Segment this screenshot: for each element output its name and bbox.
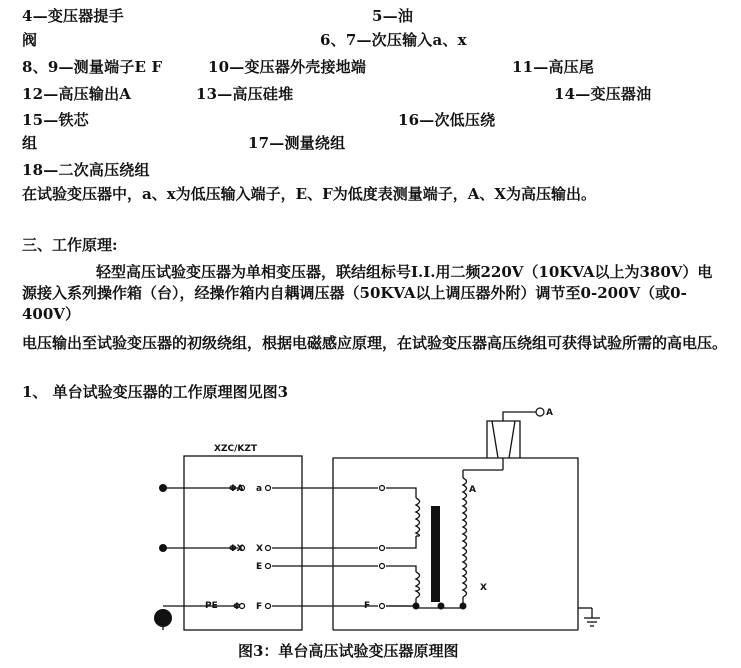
terminals-note: 在试验变压器中，a、x为低压输入端子，E、F为低度表测量端子，A、X为高压输出。 <box>22 185 597 203</box>
box-title: XZC/KZT <box>214 444 257 454</box>
terminal-dot-pe <box>154 609 172 627</box>
legend-item-16-cont: 组 <box>22 134 38 152</box>
legend-item-15: 15—铁芯 <box>22 111 89 129</box>
item-1: 1、 单台试验变压器的工作原理图见图3 <box>22 383 289 401</box>
legend-item-4-cont: 阀 <box>22 31 38 49</box>
figure-caption: 图3：单台高压试验变压器原理图 <box>238 642 459 660</box>
legend-item-8-9: 8、9—测量端子E F <box>22 58 163 76</box>
legend-item-18: 18—二次高压绕组 <box>22 161 150 179</box>
hv-lead <box>503 412 536 421</box>
label-E: E <box>256 562 263 572</box>
label-A-out: A <box>546 408 553 418</box>
label-F-in: Φ <box>233 602 241 612</box>
legend-item-12: 12—高压输出A <box>22 85 132 103</box>
label-X: X <box>256 544 263 554</box>
legend-item-10: 10—变压器外壳接地端 <box>208 58 367 76</box>
legend-item-11: 11—高压尾 <box>512 58 595 76</box>
legend-item-5: 5—油 <box>372 7 414 25</box>
terminal-dot-x <box>159 544 167 552</box>
legend-item-14: 14—变压器油 <box>554 85 652 103</box>
principle-paragraph-1: 轻型高压试验变压器为单相变压器，联结组标号I.I.用二频220V（10KVA以上为380V）电源接入系列操作箱（台），经操作箱内自耦调压器（50KVA以上调压器外附）调节至0-200V（或0-400V） <box>22 263 713 323</box>
legend-item-16: 16—次低压绕 <box>398 111 496 129</box>
legend-item-4: 4—变压器提手 <box>22 7 124 25</box>
legend-item-17: 17—测量绕组 <box>248 134 346 152</box>
section-title: 三、工作原理: <box>22 236 118 254</box>
label-X-coil: X <box>480 583 487 593</box>
legend-item-6-7: 6、7—次压输入a、x <box>320 31 467 49</box>
label-F: F <box>256 602 263 612</box>
terminal-dot-a <box>159 484 167 492</box>
label-PE: PE <box>205 601 218 611</box>
principle-paragraph-2: 电压输出至试验变压器的初级绕组，根据电磁感应原理，在试验变压器高压绕组可获得试验所需的高电压。 <box>22 334 728 352</box>
label-X-in: ΦX <box>229 544 244 554</box>
label-A-coil: A <box>469 485 476 495</box>
iron-core <box>431 506 440 602</box>
legend-item-13: 13—高压硅堆 <box>196 85 294 103</box>
bushing <box>487 421 520 458</box>
label-a: a <box>256 484 263 494</box>
label-A-in: ΦA <box>229 484 244 494</box>
label-F2: F <box>364 601 371 611</box>
